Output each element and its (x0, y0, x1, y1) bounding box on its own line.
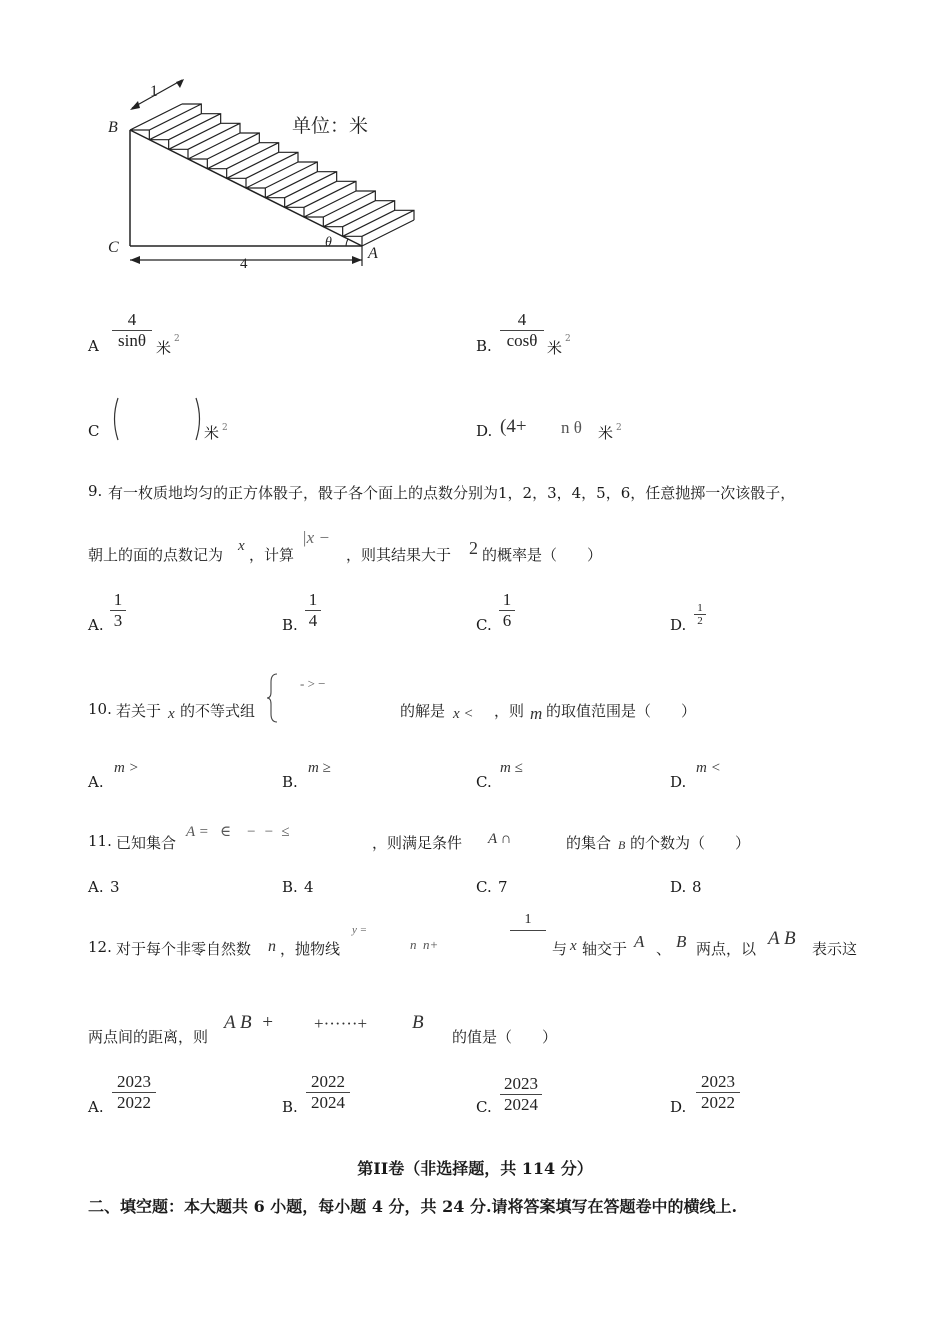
q10-option-b-expr: m ≥ (308, 760, 331, 776)
q10-text-d: ，则 (494, 702, 525, 720)
q9-option-c-fraction (499, 590, 515, 631)
q12-option-a-fraction (112, 1072, 156, 1113)
q12-option-b-num: 2022 (311, 1072, 345, 1091)
q8-option-a-fraction (112, 310, 152, 351)
q8-option-a-num: 4 (127, 310, 137, 329)
q9-option-c-letter: C. (476, 616, 492, 634)
q12-option-d-num: 2023 (701, 1072, 735, 1091)
q12-option-c-den: 2024 (500, 1094, 542, 1115)
q9-var-x: x (238, 538, 245, 554)
q10-option-b-letter: B. (282, 773, 298, 791)
q8-option-c-letter: C (88, 422, 100, 440)
q11-text-d: 的个数为（ ） (630, 834, 751, 852)
q12-parabola-one: 1 (524, 912, 532, 927)
q9-line2-c: ，则其结果大于 (346, 546, 452, 564)
q10-option-a-expr: m > (114, 760, 139, 776)
q9-option-a-letter: A. (88, 616, 104, 634)
q10-option-d-letter: D. (670, 773, 687, 791)
q11-option-a-value: 3 (110, 878, 120, 896)
q9-val-two: 2 (469, 538, 478, 558)
q10-option-a-letter: A. (88, 773, 104, 791)
staircase-figure (100, 70, 430, 275)
q9-option-a-fraction (110, 590, 126, 631)
q8-option-b-unit: 米 (547, 339, 563, 357)
q9-option-b-num: 1 (308, 590, 318, 609)
q11-option-d-letter: D. (670, 878, 687, 896)
q10-option-c-letter: C. (476, 773, 492, 791)
q12-var-n: n (268, 938, 276, 955)
q9-abs-expr: |x − (302, 528, 330, 547)
q12-option-a-den: 2022 (112, 1092, 156, 1113)
q11-cond-expr: A ∩ (488, 831, 512, 847)
q9-option-a-den: 3 (110, 610, 126, 631)
q11-number: 11. (88, 832, 112, 850)
q12-option-d-fraction (696, 1072, 740, 1113)
q12-text-e: 两点，以 (696, 940, 757, 958)
q12-text-b: ，抛物线 (280, 940, 341, 958)
q9-option-d-fraction (694, 602, 706, 627)
q9-line2-d: 的概率是（ ） (482, 546, 603, 564)
q10-text-e: 的取值范围是（ ） (546, 702, 697, 720)
q10-text-b: 的不等式组 (180, 702, 256, 720)
q10-text-c: 的解是 (400, 702, 446, 720)
q11-option-c-letter: C. (476, 878, 492, 896)
q11-var-b: B (618, 838, 626, 852)
q9-option-c-den: 6 (499, 610, 515, 631)
figure-label-b: B (108, 119, 118, 136)
q10-var-x: x (168, 706, 175, 722)
q8-option-a-exp: 2 (174, 334, 180, 344)
q12-parabola-fraction (510, 910, 546, 931)
q10-option-c-expr: m ≤ (500, 760, 523, 776)
q12-option-a-num: 2023 (117, 1072, 151, 1091)
q12-text-a: 对于每个非零自然数 (116, 940, 252, 958)
q8-option-a-den: sinθ (112, 330, 152, 351)
q12-sum-last: B (412, 1012, 424, 1033)
q10-option-d-expr: m < (696, 760, 721, 776)
q9-option-d-num: 1 (697, 602, 703, 614)
q12-parabola-y: y = (352, 924, 368, 936)
q11-option-a-letter: A. (88, 878, 104, 896)
q12-option-b-fraction (306, 1072, 350, 1113)
q10-text-a: 若关于 (116, 702, 162, 720)
q8-option-a-unit: 米 (156, 339, 172, 357)
q11-option-b-value: 4 (304, 878, 314, 896)
q12-sum-dots: +······+ (314, 1014, 368, 1033)
q8-option-b-fraction (500, 310, 544, 351)
figure-unit-text: 单位：米 (292, 115, 369, 137)
q9-option-d-letter: D. (670, 616, 687, 634)
q9-line1: 有一枚质地均匀的正方体骰子，骰子各个面上的点数分别为1，2，3，4，5，6，任意抛掷一次该骰子， (108, 484, 796, 502)
q10-number: 10. (88, 700, 112, 718)
q8-option-d-expr-mid: n θ (561, 418, 582, 437)
q8-option-b-num: 4 (517, 310, 527, 329)
q10-solution: x < (453, 706, 474, 722)
q12-segment: A B (768, 928, 796, 949)
q12-option-c-letter: C. (476, 1098, 492, 1116)
q12-parabola-n: n n+ (410, 937, 439, 952)
q8-option-a-letter: A (88, 337, 99, 355)
q12-option-b-den: 2024 (306, 1092, 350, 1113)
q8-option-d-unit: 米 (598, 424, 614, 442)
section2-instructions: 二、填空题：本大题共 6 小题，每小题 4 分，共 24 分.请将答案填写在答题卷中的横线上. (88, 1197, 738, 1216)
q8-option-d-expr-left: (4+ (500, 416, 527, 437)
staircase-steps (130, 104, 414, 246)
q12-sum-first: A B + (224, 1012, 274, 1033)
q9-option-b-fraction (305, 590, 321, 631)
q10-system-brace (266, 672, 280, 724)
q8-option-d-letter: D. (476, 422, 493, 440)
q11-option-b-letter: B. (282, 878, 298, 896)
q8-option-c-unit: 米 (204, 424, 220, 442)
q9-option-a-num: 1 (113, 590, 123, 609)
q12-var-x: x (570, 938, 577, 954)
figure-label-a: A (368, 245, 378, 262)
q12-option-d-letter: D. (670, 1098, 687, 1116)
q12-option-a-letter: A. (88, 1098, 104, 1116)
q12-text-c: 与 (552, 940, 568, 958)
q8-option-c-exp: 2 (222, 423, 228, 433)
q9-option-d-den: 2 (694, 614, 706, 627)
q12-text-f: 表示这 (812, 940, 858, 958)
q10-var-m: m (530, 704, 543, 723)
q10-system-line1: - > − (300, 676, 326, 691)
q8-option-c-parens (110, 396, 204, 442)
q9-number: 9. (88, 482, 103, 500)
q12-line2-a: 两点间的距离，则 (88, 1028, 209, 1046)
q12-option-b-letter: B. (282, 1098, 298, 1116)
figure-label-one: 1 (150, 83, 158, 100)
q12-text-d: 轴交于 (582, 940, 628, 958)
q11-text-a: 已知集合 (116, 834, 177, 852)
q12-point-a: A (634, 932, 645, 951)
figure-label-theta: θ (325, 235, 332, 250)
figure-label-c: C (108, 239, 119, 256)
q12-point-b: B (676, 932, 687, 951)
q8-option-b-den: cosθ (500, 330, 544, 351)
q8-option-b-exp: 2 (565, 334, 571, 344)
q9-line2-a: 朝上的面的点数记为 (88, 546, 224, 564)
q11-option-d-value: 8 (692, 878, 702, 896)
q12-option-c-num: 2023 (504, 1074, 538, 1093)
section2-title: 第II卷（非选择题，共 114 分） (357, 1159, 593, 1178)
q9-option-c-num: 1 (502, 590, 512, 609)
q12-separator: 、 (656, 940, 672, 958)
q11-text-c: 的集合 (566, 834, 612, 852)
q12-option-d-den: 2022 (696, 1092, 740, 1113)
q11-option-c-value: 7 (498, 878, 508, 896)
q11-set-expr: A = ∈ − − ≤ (186, 824, 290, 840)
q8-option-b-letter: B. (476, 337, 492, 355)
q9-option-b-den: 4 (305, 610, 321, 631)
q12-line2-b: 的值是（ ） (452, 1028, 558, 1046)
q8-option-d-exp: 2 (616, 423, 622, 433)
q9-option-b-letter: B. (282, 616, 298, 634)
figure-label-four: 4 (240, 256, 248, 272)
q12-option-c-fraction (500, 1074, 542, 1115)
q9-line2-b: ，计算 (249, 546, 295, 564)
q12-number: 12. (88, 938, 112, 956)
q11-text-b: ，则满足条件 (372, 834, 463, 852)
